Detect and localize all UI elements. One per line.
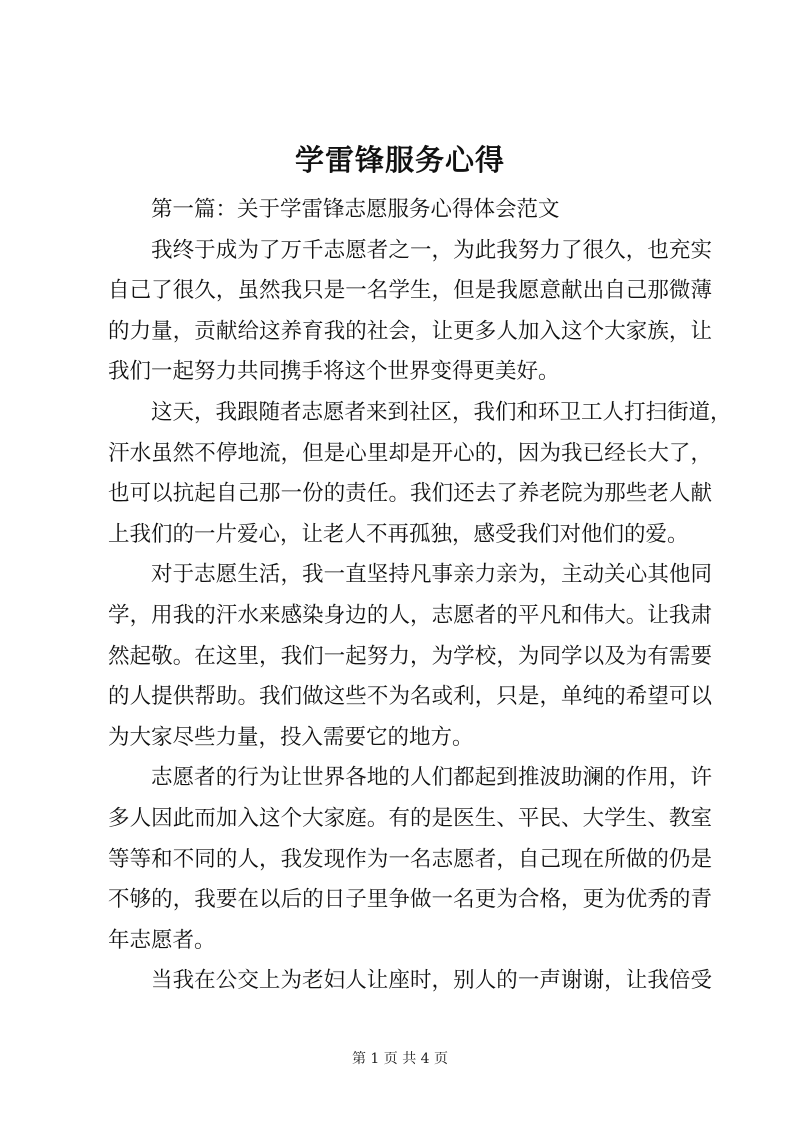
paragraph-line: 对于志愿生活，我一直坚持凡事亲力亲为，主动关心其他同 bbox=[151, 562, 712, 588]
paragraph-line: 我终于成为了万千志愿者之一，为此我努力了很久，也充实 bbox=[151, 237, 712, 263]
document-title: 学雷锋服务心得 bbox=[294, 143, 505, 177]
page-footer: 第 1 页 共 4 页 bbox=[351, 1051, 449, 1067]
paragraph-line: 我们一起努力共同携手将这个世界变得更美好。 bbox=[108, 359, 560, 385]
paragraph-line: 的人提供帮助。我们做这些不为名或利，只是，单纯的希望可以 bbox=[108, 684, 712, 710]
paragraph-line: 自己了很久，虽然我只是一名学生，但是我愿意献出自己那微薄 bbox=[108, 278, 712, 304]
paragraph-line: 等等和不同的人，我发现作为一名志愿者，自己现在所做的仍是 bbox=[108, 846, 712, 872]
section-heading: 第一篇：关于学雷锋志愿服务心得体会范文 bbox=[151, 197, 560, 222]
document-body bbox=[108, 190, 732, 1002]
paragraph-line: 的力量，贡献给这养育我的社会，让更多人加入这个大家族，让 bbox=[108, 318, 712, 344]
paragraph-line: 然起敬。在这里，我们一起努力，为学校，为同学以及为有需要 bbox=[108, 643, 712, 669]
paragraph-line: 多人因此而加入这个大家庭。有的是医生、平民、大学生、教室 bbox=[108, 805, 712, 831]
paragraph-line: 这天，我跟随者志愿者来到社区，我们和环卫工人打扫街道， bbox=[151, 399, 732, 425]
paragraph-line: 不够的，我要在以后的日子里争做一名更为合格，更为优秀的青 bbox=[108, 887, 712, 913]
paragraph-line: 当我在公交上为老妇人让座时，别人的一声谢谢，让我倍受 bbox=[151, 968, 712, 994]
paragraph-line: 学，用我的汗水来感染身边的人，志愿者的平凡和伟大。让我肃 bbox=[108, 602, 712, 628]
paragraph-line: 年志愿者。 bbox=[108, 927, 216, 953]
paragraph-line: 为大家尽些力量，投入需要它的地方。 bbox=[108, 724, 474, 750]
paragraph-line: 上我们的一片爱心，让老人不再孤独，感受我们对他们的爱。 bbox=[108, 521, 689, 547]
paragraph-line: 也可以抗起自己那一份的责任。我们还去了养老院为那些老人献 bbox=[108, 481, 712, 507]
paragraph-line: 志愿者的行为让世界各地的人们都起到推波助澜的作用，许 bbox=[151, 765, 712, 791]
paragraph-line: 汗水虽然不停地流，但是心里却是开心的，因为我已经长大了， bbox=[108, 440, 712, 466]
